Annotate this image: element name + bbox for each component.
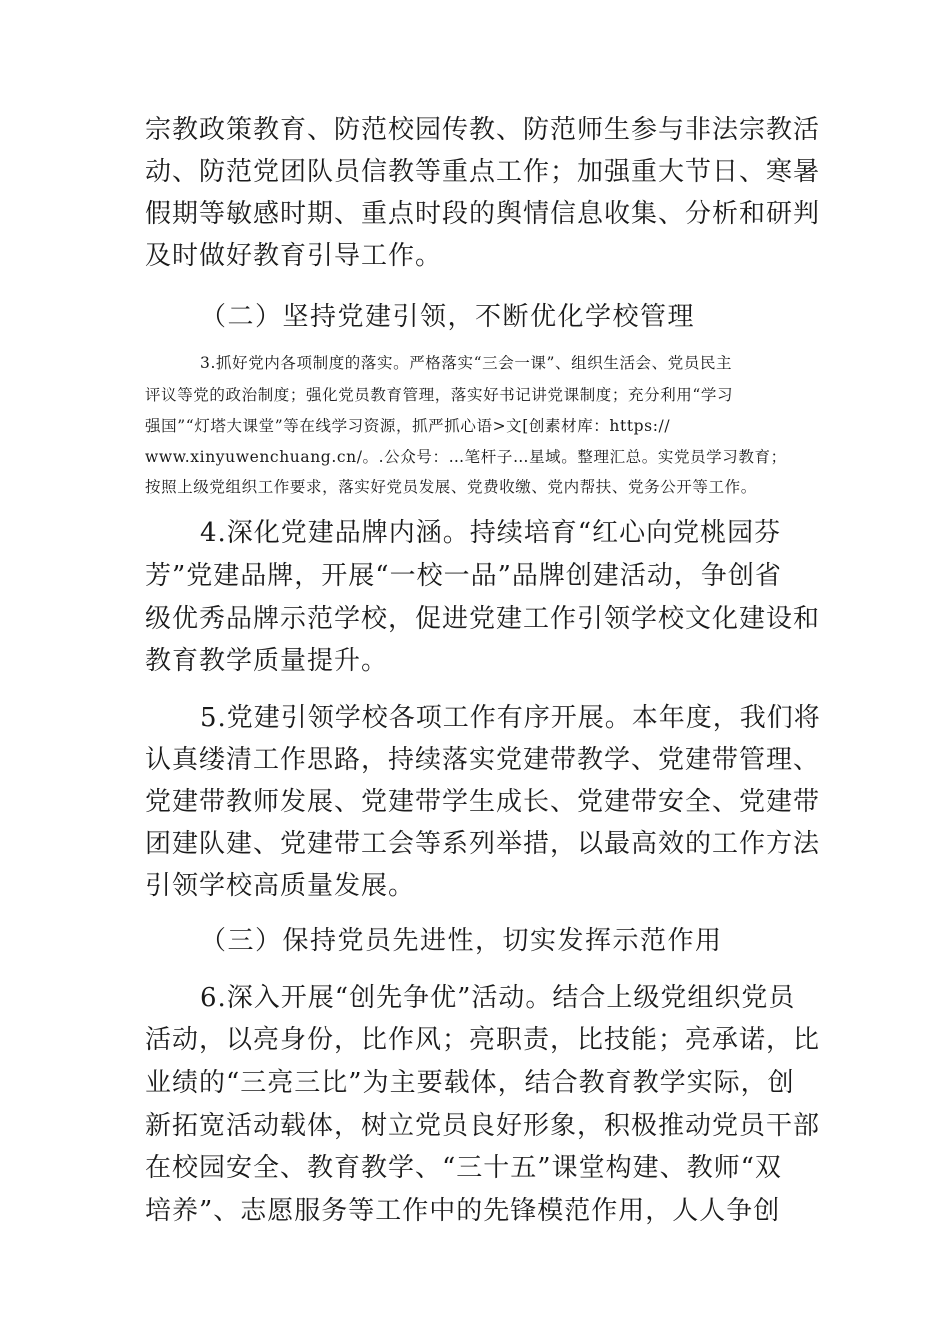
paragraph-line: 业绩的“三亮三比”为主要载体，结合教育教学实际，创 (145, 1068, 795, 1098)
paragraph-line: 党建带教师发展、党建带学生成长、党建带安全、党建带 (145, 787, 821, 817)
paragraph-line-small: www.xinyuwenchuang.cn/。.公众号：…笔杆子…星域。整理汇总。实党员学习教育； (145, 448, 787, 466)
paragraph-line: 5.党建引领学校各项工作有序开展。本年度，我们将 (200, 703, 821, 733)
paragraph-line: 芳”党建品牌，开展“一校一品”品牌创建活动，争创省 (145, 561, 782, 591)
paragraph-line-small: 3.抓好党内各项制度的落实。严格落实“三会一课”、组织生活会、党员民主 (200, 354, 733, 372)
paragraph-line: 在校园安全、教育教学、“三十五”课堂构建、教师“双 (145, 1153, 782, 1183)
paragraph-line: 宗教政策教育、防范校园传教、防范师生参与非法宗教活 (145, 115, 821, 145)
paragraph-line: 活动，以亮身份，比作风；亮职责，比技能；亮承诺，比 (145, 1025, 821, 1055)
paragraph-line: 引领学校高质量发展。 (145, 871, 416, 901)
paragraph-line: 教育教学质量提升。 (145, 646, 389, 676)
paragraph-line: 6.深入开展“创先争优”活动。结合上级党组织党员 (200, 983, 796, 1013)
paragraph-line: 级优秀品牌示范学校，促进党建工作引领学校文化建设和 (145, 604, 821, 634)
paragraph-line: 假期等敏感时期、重点时段的舆情信息收集、分析和研判 (145, 199, 821, 229)
paragraph-line-small: 按照上级党组织工作要求，落实好党员发展、党费收缴、党内帮扶、党务公开等工作。 (145, 478, 757, 496)
paragraph-line: 及时做好教育引导工作。 (145, 241, 443, 271)
paragraph-line-small: 评议等党的政治制度；强化党员教育管理，落实好书记讲党课制度；充分利用“学习 (145, 386, 734, 404)
paragraph-line: 团建队建、党建带工会等系列举措，以最高效的工作方法 (145, 829, 821, 859)
paragraph-line-small: 强国”“灯塔大课堂”等在线学习资源，抓严抓心语>文[创素材库：https:// (145, 417, 671, 435)
section-heading: （三）保持党员先进性，切实发挥示范作用 (200, 926, 723, 956)
paragraph-line: 认真缕清工作思路，持续落实党建带教学、党建带管理、 (145, 745, 821, 775)
section-heading: （二）坚持党建引领，不断优化学校管理 (200, 302, 696, 332)
paragraph-line: 新拓宽活动载体，树立党员良好形象，积极推动党员干部 (145, 1111, 821, 1141)
paragraph-line: 培养”、志愿服务等工作中的先锋模范作用，人人争创 (145, 1196, 781, 1226)
paragraph-line: 4.深化党建品牌内涵。持续培育“红心向党桃园芬 (200, 518, 782, 548)
paragraph-line: 动、防范党团队员信教等重点工作；加强重大节日、寒暑 (145, 157, 821, 187)
